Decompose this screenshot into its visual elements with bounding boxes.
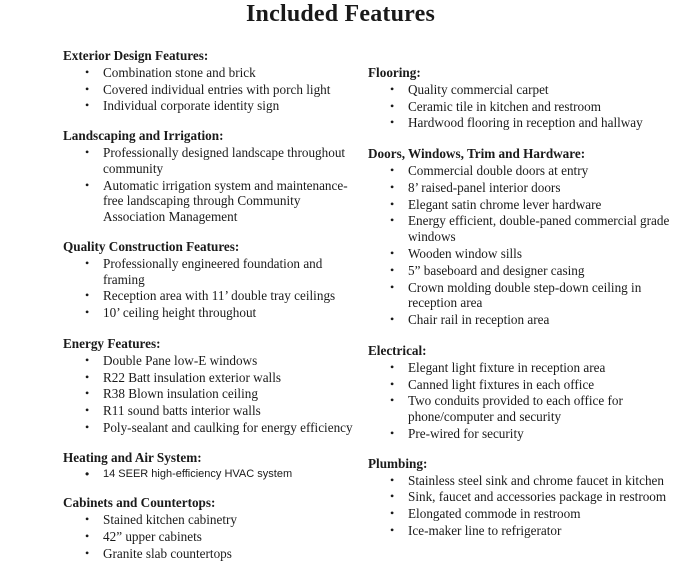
feature-item: • Stained kitchen cabinetry <box>63 512 363 528</box>
section-cabinets-and-countertops <box>63 495 363 561</box>
section-exterior-design-features <box>63 48 363 114</box>
feature-item: • Elongated commode in restroom <box>368 506 680 522</box>
feature-list <box>63 353 363 436</box>
section-heading: Plumbing: <box>368 455 428 471</box>
section-energy-features <box>63 336 363 436</box>
feature-item: • 10’ ceiling height throughout <box>63 305 363 321</box>
feature-item: • Covered individual entries with porch light <box>63 82 363 98</box>
section-heading: Heating and Air System: <box>63 449 202 465</box>
feature-item: • Commercial double doors at entry <box>368 163 680 179</box>
feature-list <box>63 65 363 114</box>
feature-list <box>63 145 363 225</box>
feature-item: • Canned light fixtures in each office <box>368 377 680 393</box>
feature-item: • Poly-sealant and caulking for energy efficiency <box>63 420 363 436</box>
feature-item: • R38 Blown insulation ceiling <box>63 386 363 402</box>
feature-item: • Wooden window sills <box>368 246 680 262</box>
feature-item: • Ceramic tile in kitchen and restroom <box>368 99 680 115</box>
feature-item: • Individual corporate identity sign <box>63 98 363 114</box>
section-heading: Electrical: <box>368 342 427 358</box>
feature-list <box>368 360 680 442</box>
section-heading: Energy Features: <box>63 335 161 351</box>
section-flooring <box>368 65 680 131</box>
feature-item: • Automatic irrigation system and maintenance-free landscaping through Community Association Management <box>63 178 363 225</box>
section-quality-construction-features <box>63 239 363 321</box>
feature-item: • 14 SEER high-efficiency HVAC system <box>63 467 363 483</box>
feature-item: • Energy efficient, double-paned commercial grade windows <box>368 213 680 245</box>
feature-item: • R22 Batt insulation exterior walls <box>63 370 363 386</box>
feature-item: • Quality commercial carpet <box>368 82 680 98</box>
feature-item: • Chair rail in reception area <box>368 312 680 328</box>
feature-item: • Professionally designed landscape throughout community <box>63 145 363 177</box>
feature-list <box>368 82 680 131</box>
feature-list <box>63 467 363 483</box>
section-plumbing <box>368 456 680 539</box>
feature-list <box>63 512 363 561</box>
feature-item: • Professionally engineered foundation and framing <box>63 256 363 288</box>
left-column <box>63 48 363 562</box>
section-heating-and-air-system <box>63 450 363 483</box>
feature-item: • Elegant satin chrome lever hardware <box>368 197 680 213</box>
section-heading: Flooring: <box>368 65 421 80</box>
section-heading: Quality Construction Features: <box>63 238 240 254</box>
feature-item: • Double Pane low-E windows <box>63 353 363 369</box>
feature-item: • Elegant light fixture in reception area <box>368 360 680 376</box>
section-heading: Cabinets and Countertops: <box>63 495 216 511</box>
feature-item: • 8’ raised-panel interior doors <box>368 180 680 196</box>
section-heading: Landscaping and Irrigation: <box>63 128 224 144</box>
feature-item: • Sink, faucet and accessories package in restroom <box>368 489 680 505</box>
feature-list <box>63 256 363 321</box>
feature-item: • 42” upper cabinets <box>63 529 363 545</box>
feature-item: • Stainless steel sink and chrome faucet in kitchen <box>368 473 680 489</box>
feature-item: • Granite slab countertops <box>63 546 363 562</box>
feature-item: • Two conduits provided to each office for phone/computer and security <box>368 393 680 425</box>
section-doors-windows-trim-and-hardware <box>368 146 680 328</box>
feature-item: • 5” baseboard and designer casing <box>368 263 680 279</box>
page-title: Included Features <box>246 1 435 27</box>
feature-item: • Combination stone and brick <box>63 65 363 81</box>
section-landscaping-and-irrigation <box>63 128 363 225</box>
right-column <box>368 48 680 539</box>
feature-item: • Reception area with 11’ double tray ceilings <box>63 288 363 304</box>
feature-item: • Ice-maker line to refrigerator <box>368 523 680 539</box>
section-heading: Doors, Windows, Trim and Hardware: <box>368 146 586 162</box>
section-heading: Exterior Design Features: <box>63 48 209 63</box>
feature-item: • R11 sound batts interior walls <box>63 403 363 419</box>
feature-item: • Hardwood flooring in reception and hallway <box>368 115 680 131</box>
feature-item: • Crown molding double step-down ceiling in reception area <box>368 280 680 312</box>
feature-list <box>368 473 680 539</box>
feature-list <box>368 163 680 328</box>
section-electrical <box>368 343 680 442</box>
feature-item: • Pre-wired for security <box>368 426 680 442</box>
